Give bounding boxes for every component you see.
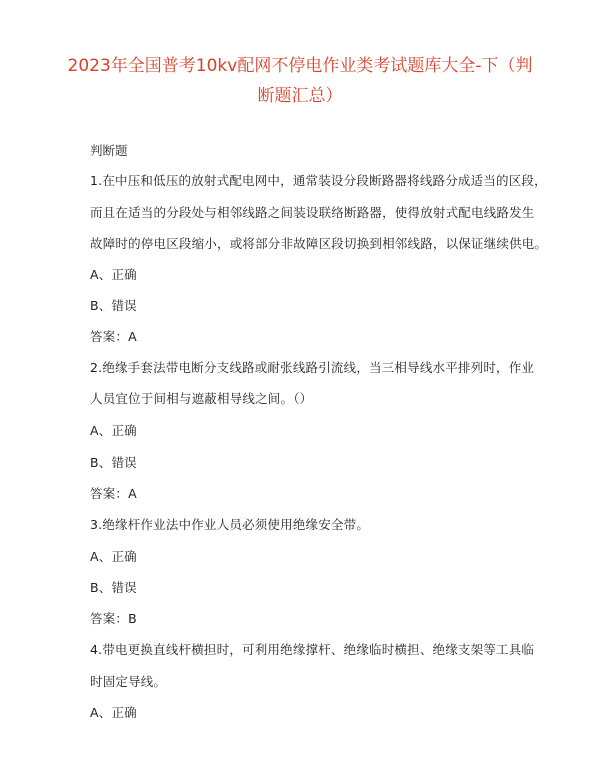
question-3-line-1: 3.绝缘杆作业法中作业人员必须使用绝缘安全带。	[90, 517, 370, 532]
question-4-line-2: 时固定导线。	[90, 674, 167, 689]
question-1-option-b: B、错误	[90, 298, 137, 313]
question-3-answer: 答案：B	[90, 611, 137, 626]
question-1-line-2: 而且在适当的分段处与相邻线路之间装设联络断路器，使得放射式配电线路发生	[90, 205, 535, 220]
question-1-answer: 答案：A	[90, 329, 137, 344]
question-1-option-a: A、正确	[90, 267, 137, 282]
question-2-option-b: B、错误	[90, 455, 137, 470]
question-3-option-b: B、错误	[90, 580, 137, 595]
document-title-line-2: 断题汇总）	[257, 86, 343, 106]
question-1-line-3: 故障时的停电区段缩小，或将部分非故障区段切换到相邻线路，以保证继续供电。	[90, 236, 548, 251]
question-4-option-a: A、正确	[90, 705, 137, 720]
section-heading: 判断题	[90, 143, 128, 158]
document-title-line-1: 2023年全国普考10kv配网不停电作业类考试题库大全-下（判	[67, 56, 533, 76]
question-3-option-a: A、正确	[90, 549, 137, 564]
question-2-option-a: A、正确	[90, 423, 137, 438]
question-4-line-1: 4.带电更换直线杆横担时，可利用绝缘撑杆、绝缘临时横担、绝缘支架等工具临	[90, 642, 535, 657]
question-2-line-2: 人员宜位于间相与遮蔽相导线之间。（）	[90, 391, 313, 406]
question-2-answer: 答案：A	[90, 486, 137, 501]
question-1-line-1: 1.在中压和低压的放射式配电网中，通常装设分段断路器将线路分成适当的区段，	[90, 173, 547, 188]
question-2-line-1: 2.绝缘手套法带电断分支线路或耐张线路引流线，当三相导线水平排列时，作业	[90, 360, 535, 375]
